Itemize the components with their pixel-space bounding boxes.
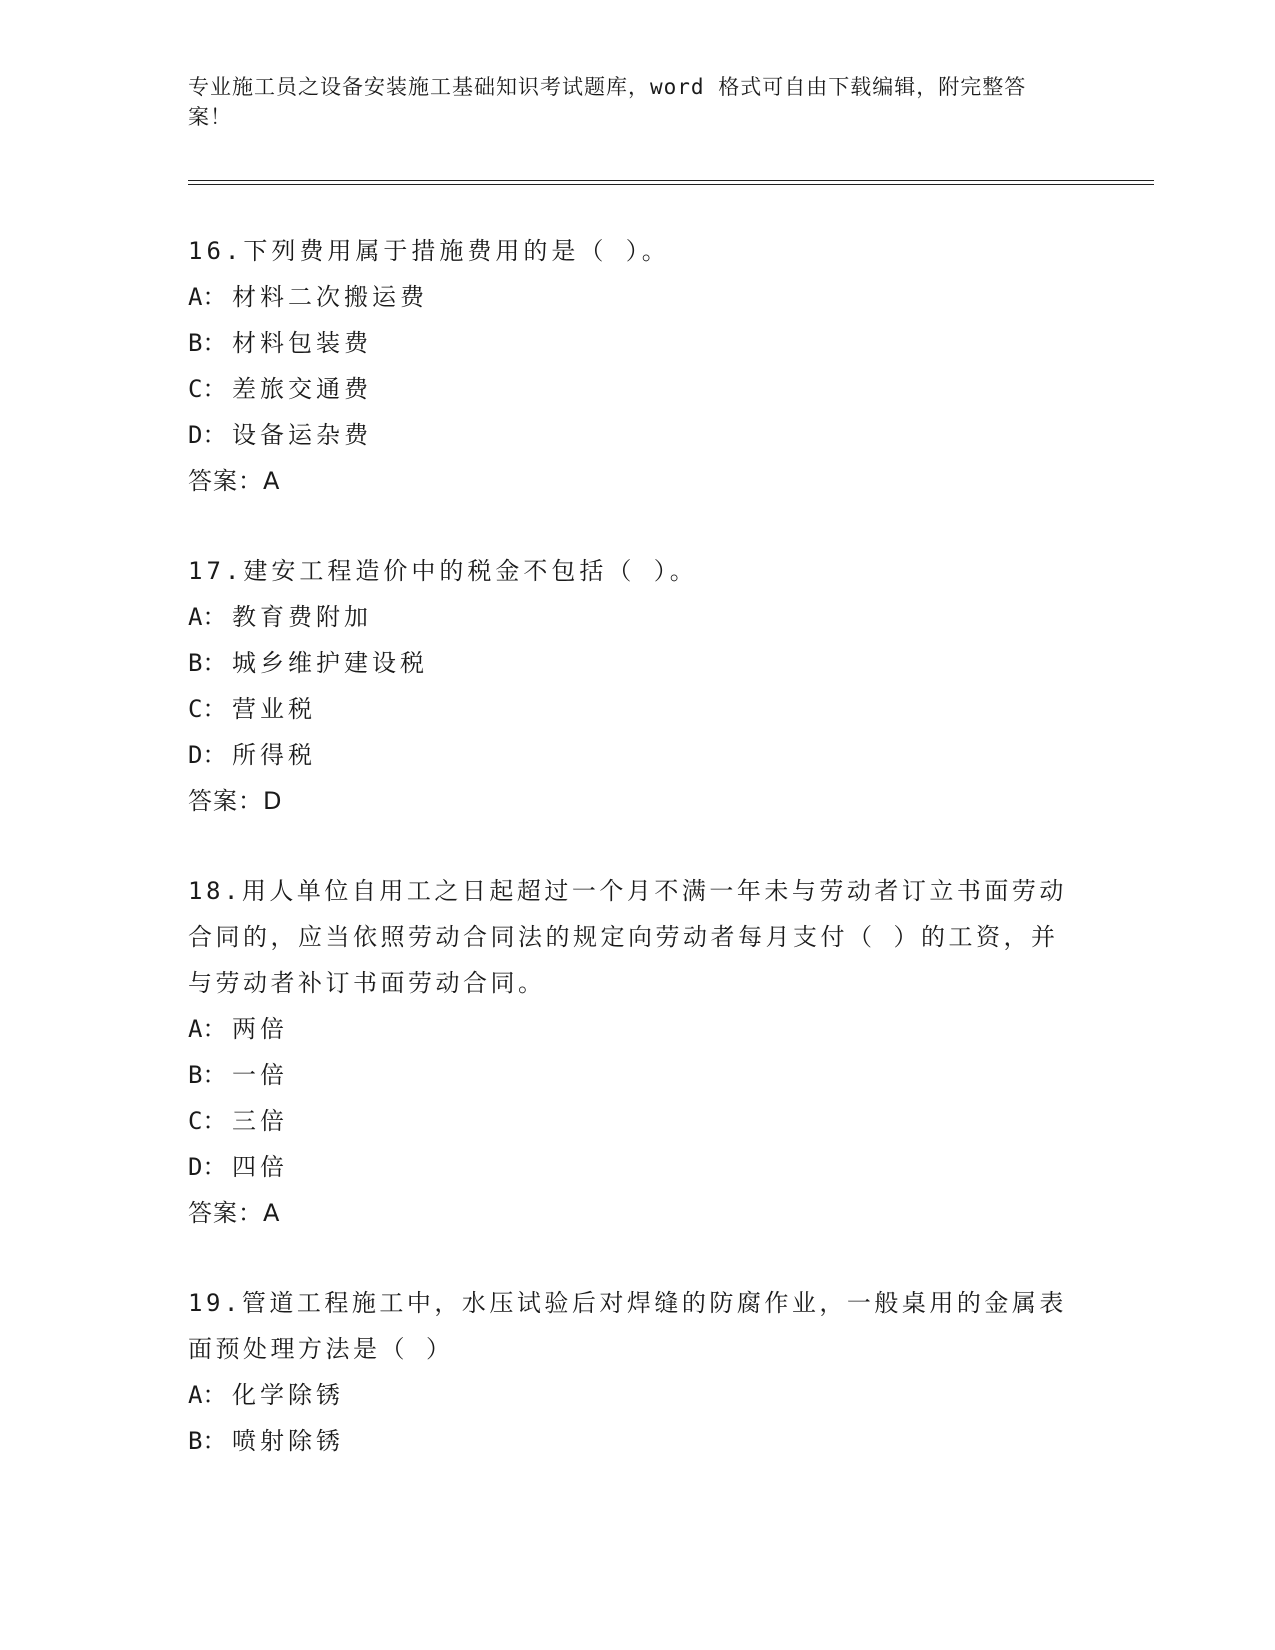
option-key: D： [188,421,227,449]
question-stem: 18.用人单位自用工之日起超过一个月不满一年未与劳动者订立书面劳动合同的，应当依照劳动合同法的规定向劳动者每月支付（ ）的工资，并与劳动者补订书面劳动合同。 [188,877,1067,997]
option-key: A： [188,1381,227,1409]
answer-line: 答案：A [188,1199,281,1227]
option-text: 喷射除锈 [232,1427,344,1455]
option-key: C： [188,1107,227,1135]
option-text: 材料包装费 [232,329,372,357]
option-d [188,1144,1088,1190]
question-stem: 17.建安工程造价中的税金不包括（ ）。 [188,557,698,585]
header-divider [188,184,1154,185]
option-key: B： [188,329,227,357]
question-18 [188,868,1088,1236]
option-key: A： [188,1015,227,1043]
header-divider [188,180,1154,181]
question-stem: 19.管道工程施工中，水压试验后对焊缝的防腐作业，一般桌用的金属表面预处理方法是（ ） [188,1289,1067,1363]
option-b [188,1052,1088,1098]
option-a [188,1006,1088,1052]
option-key: C： [188,695,227,723]
option-text: 营业税 [232,695,316,723]
option-text: 城乡维护建设税 [232,649,428,677]
answer-line: 答案：D [188,787,283,815]
option-d [188,732,1088,778]
option-text: 一倍 [232,1061,288,1089]
answer-line: 答案：A [188,467,281,495]
option-text: 教育费附加 [232,603,372,631]
option-text: 三倍 [232,1107,288,1135]
option-a [188,274,1088,320]
option-text: 四倍 [232,1153,288,1181]
question-19 [188,1280,1088,1464]
option-key: C： [188,375,227,403]
option-b [188,640,1088,686]
question-17 [188,548,1088,824]
option-key: A： [188,283,227,311]
option-b [188,1418,1088,1464]
question-stem: 16.下列费用属于措施费用的是（ ）。 [188,237,670,265]
option-key: D： [188,1153,227,1181]
option-text: 设备运杂费 [232,421,372,449]
option-c [188,366,1088,412]
option-c [188,686,1088,732]
question-16 [188,228,1088,504]
option-key: D： [188,741,227,769]
option-key: A： [188,603,227,631]
option-text: 两倍 [232,1015,288,1043]
option-a [188,594,1088,640]
option-a [188,1372,1088,1418]
option-d [188,412,1088,458]
option-key: B： [188,649,227,677]
option-key: B： [188,1061,227,1089]
option-key: B： [188,1427,227,1455]
option-b [188,320,1088,366]
option-text: 所得税 [232,741,316,769]
option-text: 材料二次搬运费 [232,283,428,311]
document-header: 专业施工员之设备安装施工基础知识考试题库，word 格式可自由下载编辑，附完整答案！ [188,75,1027,129]
option-text: 化学除锈 [232,1381,344,1409]
option-text: 差旅交通费 [232,375,372,403]
option-c [188,1098,1088,1144]
